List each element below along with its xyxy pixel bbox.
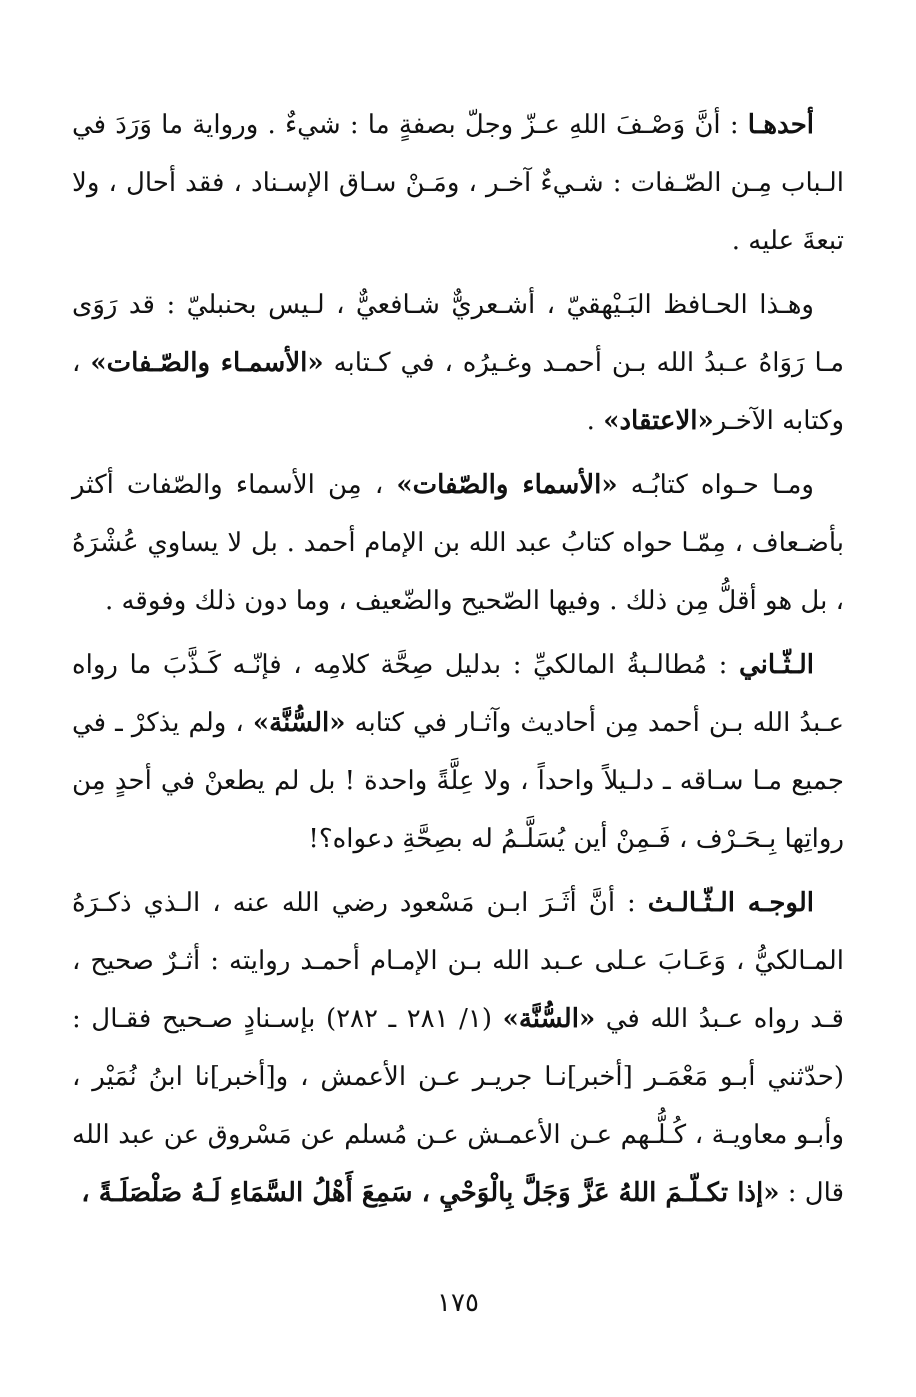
- paragraph-text: (١/ ٢٨١ ـ ٢٨٢) بإسـنادٍ صـحيح فقـال : (حدّثني أبـو مَعْمَـر [أخبر]نـا جريـر عـن الأعمش ، و[أخبر]نا ابنُ نُمَيْر ، وأبـو معاويـة ، كُـلُّـهم عـن الأعمـش عـن مُسلم عن مَسْروق عن عبد الله قال :: [72, 1004, 844, 1208]
- paragraph-text: : أنَّ أثَـرَ ابـن مَسْعود رضي الله عنه ، الـذي ذكـرَهُ المـالكيُّ ، وَعَـابَ عـلى عـبد الله بـن الإمـام أحمـد روايته : أثـرٌ صحيح ، قـد رواه عـبدُ الله في: [72, 888, 844, 1034]
- page-body: [72, 96, 844, 1228]
- paragraph-text: ، وكتابه الآخـر: [72, 348, 844, 436]
- paragraph-text: : مُطالـبةُ المالكيِّ : بدليل صِحَّة كلامِه ، فإنّـه كَـذَّبَ ما رواه عـبدُ الله بـن أحمد مِن أحاديث وآثـار في كتابه: [72, 650, 844, 738]
- paragraph-3: [72, 456, 844, 630]
- paragraph-text: .: [586, 406, 604, 436]
- paragraph-text: ، مِن الأسماء والصّفات أكثر بأضـعاف ، مِمّـا حواه كتابُ عبد الله بن الإمام أحمد . بل لا يساوي عُشْرَهُ ، بل هو أقلُّ مِن ذلك . وفيها الصّحيح والضّعيف ، وما دون ذلك وفوقه .: [72, 470, 844, 616]
- paragraph-text: ومـا حـواه كتابُـه: [617, 470, 814, 500]
- paragraph-text: وهـذا الحـافظ البَـيْهقيّ ، أشـعريٌّ شـافعيٌّ ، لـيس بحنبليّ : قد رَوَى مـا رَوَاهُ عـبدُ الله بـن أحمـد وغـيرُه ، في كـتابه: [72, 290, 845, 378]
- book-title: «السُّنَّة»: [252, 708, 346, 738]
- book-title: «الاعتقاد»: [603, 406, 714, 436]
- paragraph-1: [72, 96, 844, 270]
- paragraph-lead: الوجـه الـثّـالـث: [647, 888, 814, 918]
- paragraph-4: [72, 636, 844, 868]
- paragraph-lead: الـثّـاني: [738, 650, 814, 680]
- paragraph-2: [72, 276, 844, 450]
- page-number: ١٧٥: [437, 1288, 479, 1318]
- paragraph-text: : أنَّ وَصْـفَ اللهِ عـزّ وجلّ بصفةٍ ما : شيءٌ . ورواية ما وَرَدَ في الـباب مِـن الصّـفات : شـيءٌ آخـر ، ومَـنْ سـاق الإسـناد ، فقد أحال ، ولا تبعةَ عليه .: [72, 110, 844, 256]
- book-title: «السُّنَّة»: [502, 1004, 596, 1034]
- book-title: «الأسماء والصّفات»: [396, 470, 618, 500]
- book-title: «الأسمـاء والصّـفات»: [90, 348, 324, 378]
- paragraph-text: ، ولم يذكرْ ـ في جميع مـا سـاقه ـ دلـيلاً واحداً ، ولا عِلَّةً واحدة ! بل لم يطعنْ في أحدٍ مِن رواتِها بِـحَـرْف ، فَـمِنْ أين يُسَلَّـمُ له بصِحَّةِ دعواه؟!: [72, 708, 844, 854]
- paragraph-5: [72, 874, 844, 1222]
- hadith-quote: «إذا تكـلّـمَ اللهُ عَزَّ وَجَلَّ بِالْوَحْيِ ، سَمِعَ أَهْلُ السَّمَاءِ لَـهُ صَلْصَلَـةً ،: [81, 1178, 780, 1208]
- paragraph-lead: أحدهـا: [747, 110, 814, 140]
